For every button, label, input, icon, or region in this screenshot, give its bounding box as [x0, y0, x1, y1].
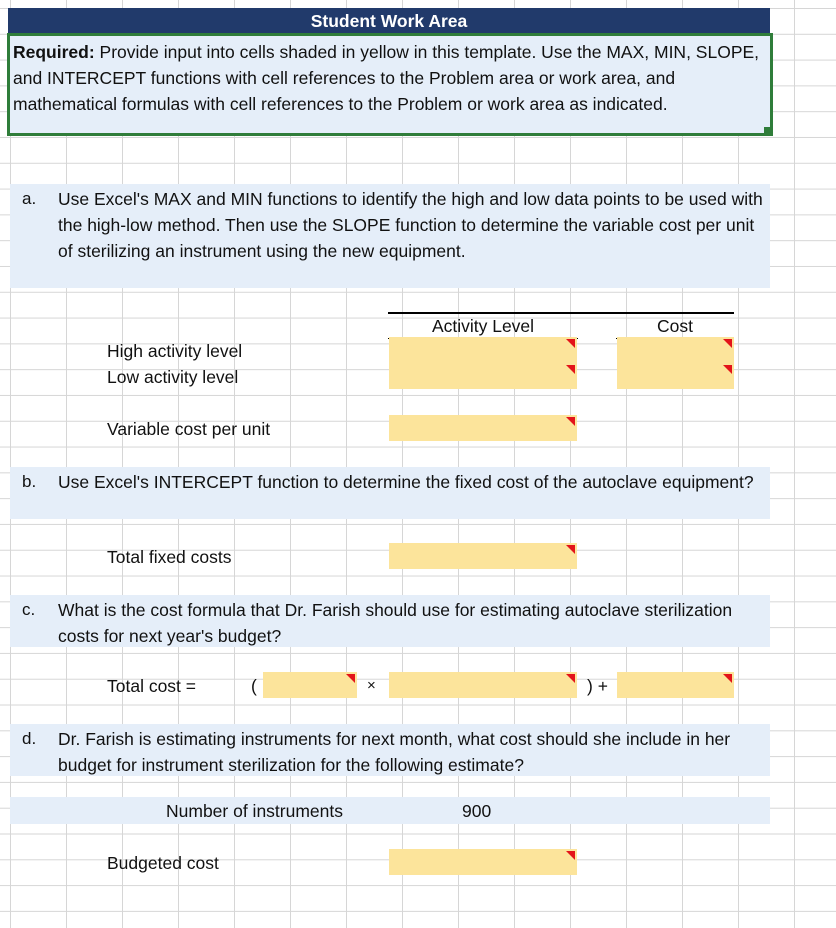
- comment-marker-icon: [566, 674, 575, 683]
- comment-marker-icon: [566, 417, 575, 426]
- open-paren: (: [251, 676, 257, 696]
- comment-marker-icon: [723, 365, 732, 374]
- question-c-band: [10, 595, 770, 647]
- comment-marker-icon: [723, 339, 732, 348]
- number-of-instruments-label: Number of instruments: [166, 801, 344, 821]
- required-instructions[interactable]: [7, 33, 773, 136]
- close-paren-plus: ) +: [587, 676, 608, 696]
- question-d-band: [10, 724, 770, 776]
- comment-marker-icon: [346, 674, 355, 683]
- low-cost-input[interactable]: [617, 363, 734, 389]
- number-of-instruments-value: 900: [462, 801, 492, 821]
- student-work-area-header: Student Work Area: [8, 8, 770, 34]
- question-c-letter: c.: [22, 600, 36, 619]
- required-text: Provide input into cells shaded in yellow in this template. Use the MAX, MIN, SLOPE, and INTERCEPT functions with cell references to the Problem area or work area, and mathematical formulas with cell references to the Problem or work area as indicated.: [13, 42, 760, 114]
- high-cost-input[interactable]: [617, 337, 734, 363]
- low-activity-label: Low activity level: [107, 367, 239, 387]
- total-fixed-costs-label: Total fixed costs: [107, 547, 232, 567]
- total-cost-label: Total cost =: [107, 676, 197, 696]
- question-b-band: [10, 467, 770, 519]
- question-b-text: Use Excel's INTERCEPT function to determine the fixed cost of the autoclave equipment?: [58, 472, 754, 492]
- comment-marker-icon: [566, 365, 575, 374]
- question-a-band: [10, 184, 770, 288]
- comment-marker-icon: [566, 339, 575, 348]
- budgeted-cost-input[interactable]: [389, 849, 577, 875]
- variable-cost-label: Variable cost per unit: [107, 419, 271, 439]
- activity-level-header: Activity Level: [388, 312, 578, 339]
- question-d-text: Dr. Farish is estimating instruments for next month, what cost should she include in her budget for instrument sterilization for the following estimate?: [58, 729, 731, 775]
- comment-marker-icon: [723, 674, 732, 683]
- variable-cost-input[interactable]: [389, 415, 577, 441]
- question-a-letter: a.: [22, 189, 37, 208]
- high-activity-input[interactable]: [389, 337, 577, 363]
- question-c-text: What is the cost formula that Dr. Farish should use for estimating autoclave sterilization costs for next year's budget?: [58, 600, 733, 646]
- comment-marker-icon: [566, 545, 575, 554]
- selection-fill-handle[interactable]: [764, 127, 772, 135]
- cost-header: Cost: [616, 312, 734, 339]
- low-activity-input[interactable]: [389, 363, 577, 389]
- times-sign: ×: [367, 677, 376, 694]
- required-label: Required:: [13, 42, 95, 62]
- instruments-row-band: [10, 797, 770, 824]
- high-activity-label: High activity level: [107, 341, 243, 361]
- fixed-costs-input[interactable]: [389, 543, 577, 569]
- question-d-letter: d.: [22, 729, 37, 748]
- formula-variable-input[interactable]: [263, 672, 357, 698]
- question-a-text: Use Excel's MAX and MIN functions to identify the high and low data points to be used with the high-low method. Then use the SLOPE function to determine the variable cost per unit of sterilizing an instrument using the new equipment.: [58, 189, 763, 261]
- comment-marker-icon: [566, 851, 575, 860]
- formula-fixed-input[interactable]: [617, 672, 734, 698]
- formula-units-input[interactable]: [389, 672, 577, 698]
- header-rule: [578, 312, 616, 314]
- budgeted-cost-label: Budgeted cost: [107, 853, 219, 873]
- question-b-letter: b.: [22, 472, 37, 491]
